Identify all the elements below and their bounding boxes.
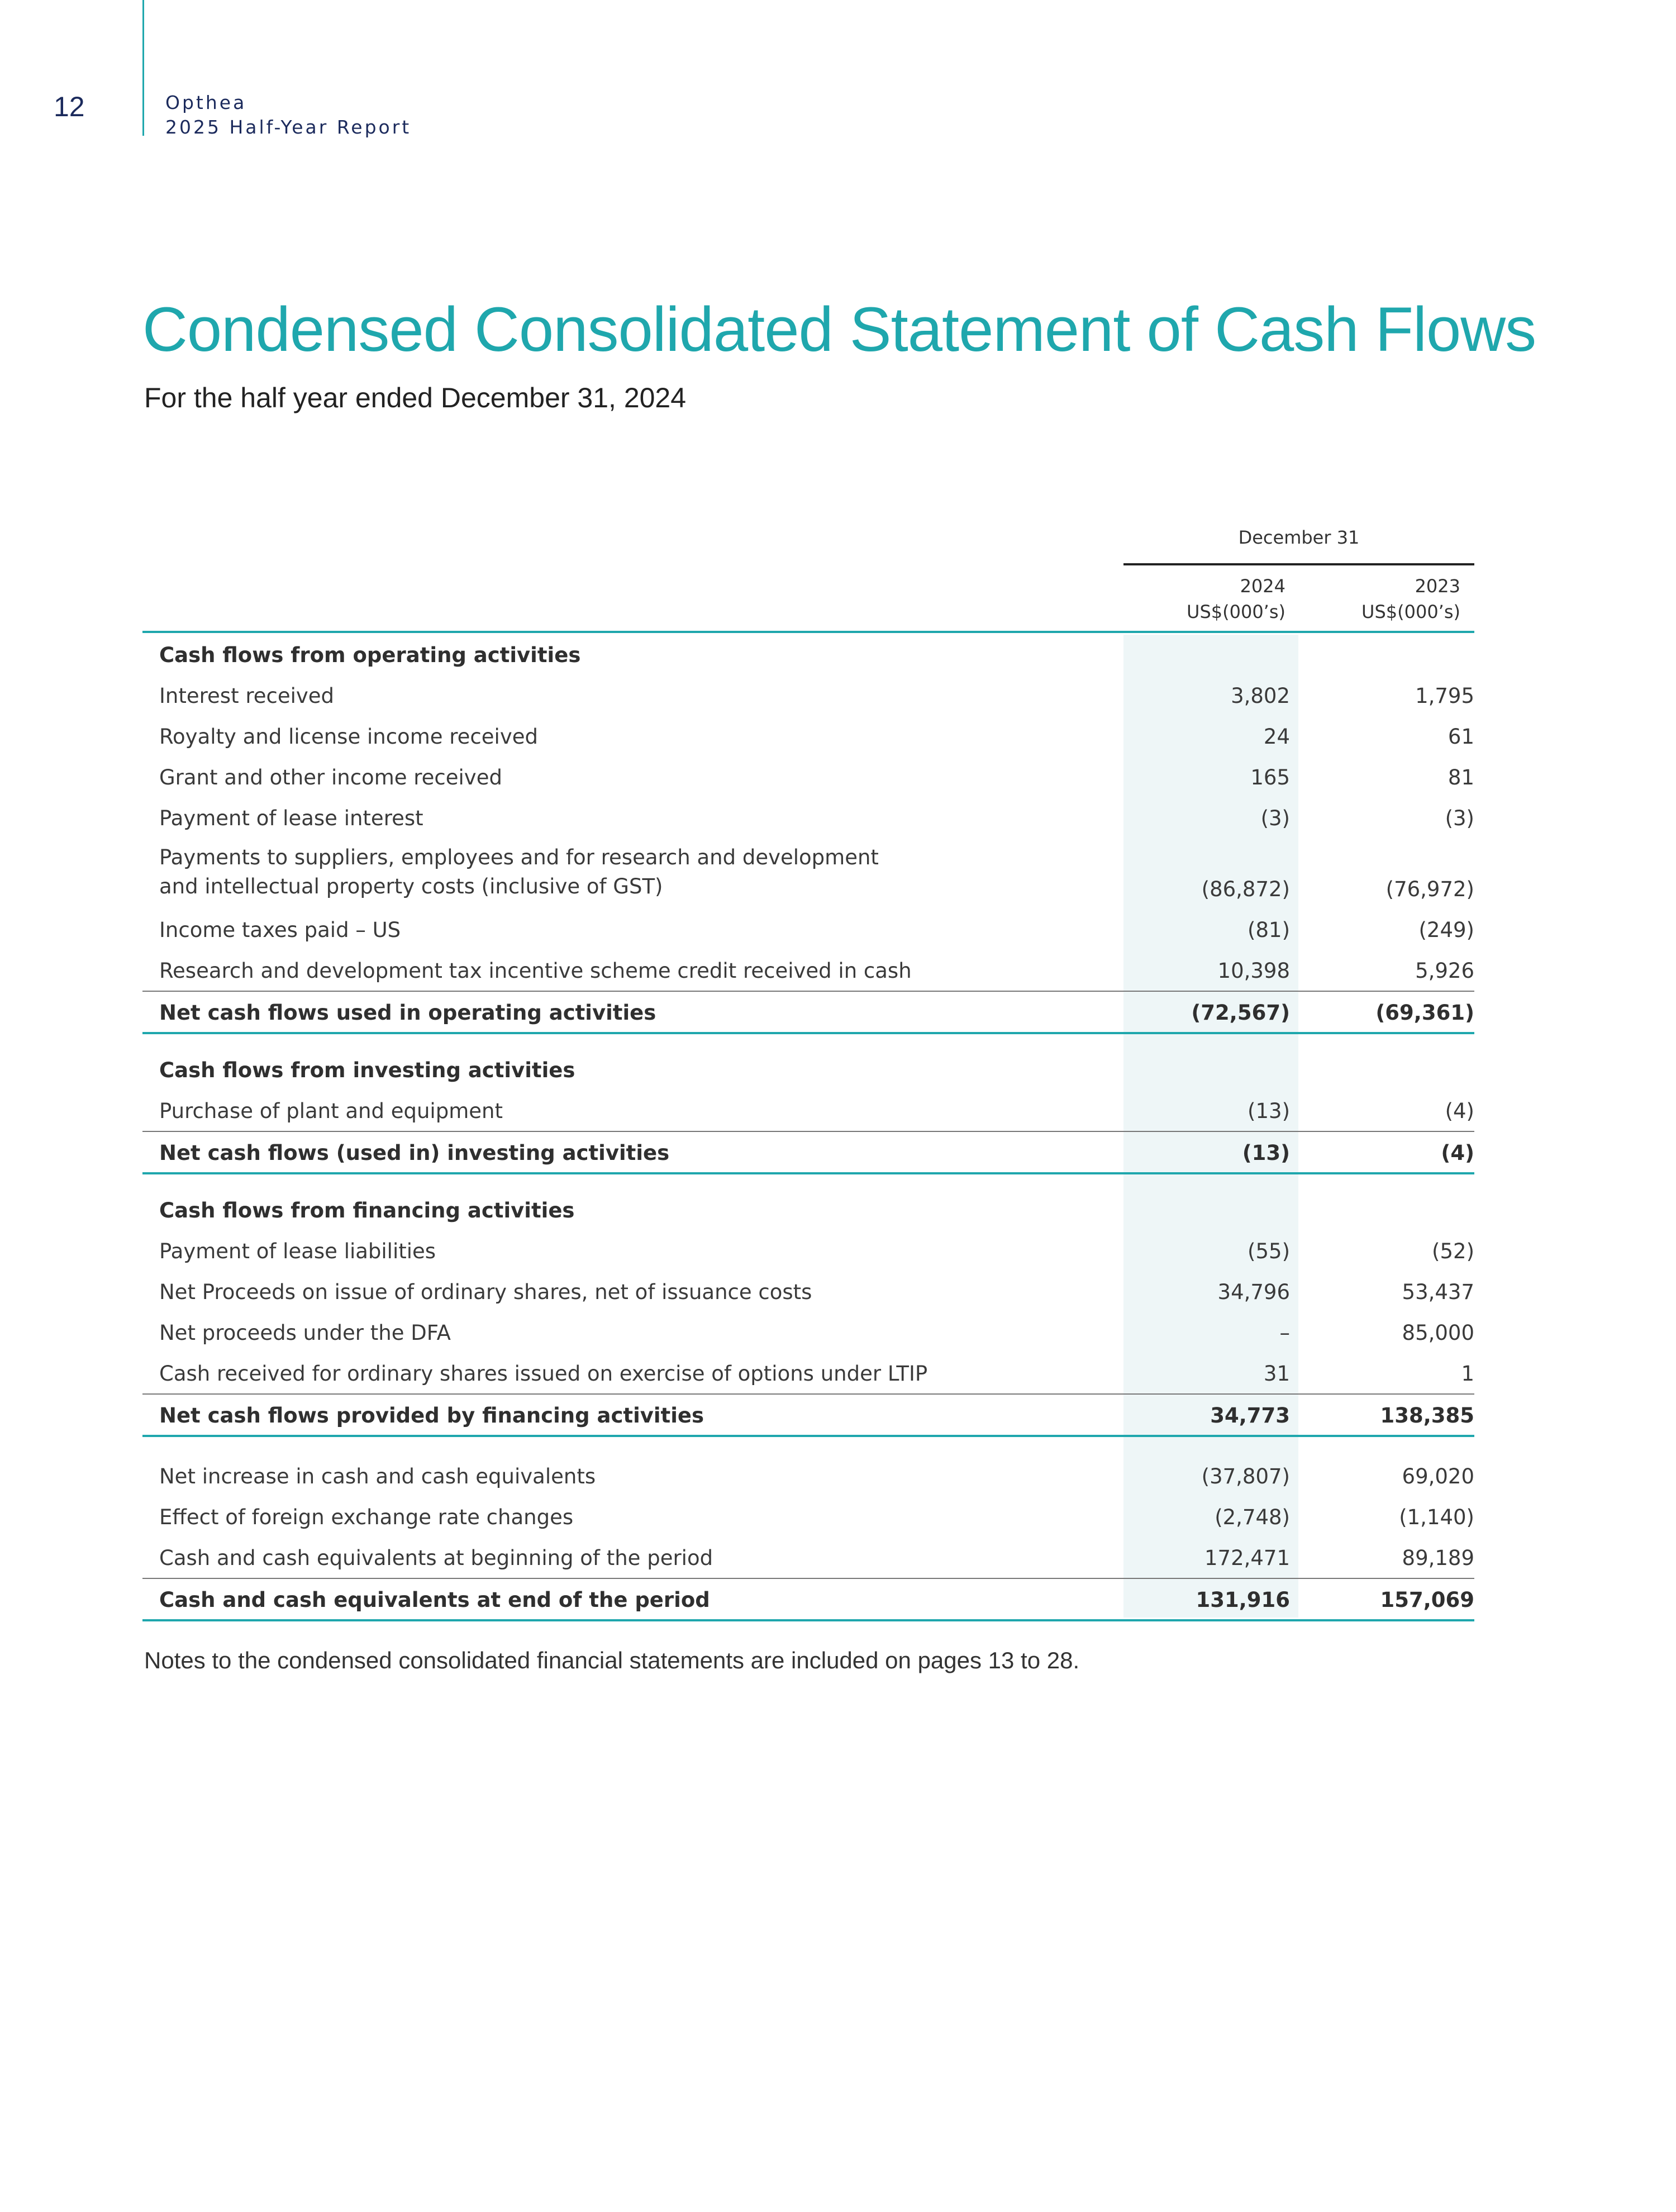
value-2024: 131,916: [1196, 1588, 1290, 1612]
table-row: [142, 909, 1474, 950]
value-2023: 85,000: [1402, 1321, 1474, 1345]
value-2023: (76,972): [1385, 877, 1474, 901]
row-label: Research and development tax incentive scheme credit received in cash: [159, 959, 912, 983]
table-row: [142, 716, 1474, 757]
total-row: [142, 1393, 1474, 1437]
section-heading: [142, 634, 1474, 675]
cash-flow-table: [142, 634, 1474, 1621]
value-2024: (13): [1242, 1141, 1290, 1165]
value-2024: (2,748): [1215, 1505, 1290, 1529]
value-2024: 172,471: [1204, 1546, 1290, 1570]
table-row: [142, 757, 1474, 797]
column-header-2023: [1298, 573, 1460, 625]
period-header: December 31: [1238, 527, 1360, 548]
value-2023: 138,385: [1380, 1404, 1474, 1428]
row-label: Net cash flows used in operating activities: [159, 1001, 656, 1025]
value-2024: (86,872): [1201, 877, 1290, 901]
row-label: Cash flows from financing activities: [159, 1198, 575, 1222]
table-row: [142, 1312, 1474, 1353]
total-row: [142, 1578, 1474, 1621]
value-2023: 81: [1448, 765, 1474, 789]
row-label: Grant and other income received: [159, 765, 502, 789]
section-heading: [142, 1174, 1474, 1230]
company-name: Opthea: [165, 92, 247, 113]
row-label: Cash flows from investing activities: [159, 1058, 575, 1082]
row-label: Cash received for ordinary shares issued on exercise of options under LTIP: [159, 1362, 928, 1386]
value-2023: (3): [1445, 806, 1474, 830]
table-header-rule: [142, 631, 1474, 633]
row-label: Cash and cash equivalents at beginning of the period: [159, 1546, 713, 1570]
row-label: Net Proceeds on issue of ordinary shares, net of issuance costs: [159, 1280, 812, 1304]
table-row: [142, 1537, 1474, 1578]
total-row: [142, 991, 1474, 1034]
table-row: [142, 1230, 1474, 1271]
table-row: [142, 1437, 1474, 1496]
table-row: [142, 1496, 1474, 1537]
value-2023: 61: [1448, 725, 1474, 749]
value-2023: (249): [1418, 918, 1474, 942]
header-divider: [142, 0, 144, 136]
value-2023: 53,437: [1402, 1280, 1474, 1304]
table-row: [142, 950, 1474, 991]
value-2024: (72,567): [1191, 1001, 1290, 1025]
value-2023: (52): [1432, 1239, 1474, 1263]
value-2023: 5,926: [1415, 959, 1474, 983]
value-2023: 69,020: [1402, 1464, 1474, 1488]
row-label: Payment of lease liabilities: [159, 1239, 436, 1263]
row-label: Cash and cash equivalents at end of the period: [159, 1588, 710, 1612]
table-row: [142, 1271, 1474, 1312]
row-label: Net increase in cash and cash equivalents: [159, 1464, 596, 1488]
value-2024: 165: [1250, 765, 1290, 789]
row-label-line: and intellectual property costs (inclusive of GST): [159, 874, 663, 898]
row-label: Cash flows from operating activities: [159, 643, 581, 667]
page-number: 12: [54, 91, 85, 122]
value-2024: (3): [1260, 806, 1290, 830]
row-label: Net cash flows provided by financing activities: [159, 1404, 704, 1428]
row-label: Purchase of plant and equipment: [159, 1099, 503, 1123]
value-2024: 34,773: [1210, 1404, 1290, 1428]
row-label: [159, 843, 879, 901]
column-year: 2023: [1415, 575, 1460, 597]
value-2023: (4): [1445, 1099, 1474, 1123]
value-2024: 31: [1263, 1362, 1290, 1386]
row-label: Net proceeds under the DFA: [159, 1321, 451, 1345]
value-2023: (4): [1441, 1141, 1474, 1165]
value-2024: (81): [1248, 918, 1290, 942]
column-unit: US$(000’s): [1187, 601, 1285, 622]
value-2023: (69,361): [1375, 1001, 1474, 1025]
page-subtitle: For the half year ended December 31, 2024: [144, 382, 687, 413]
value-2023: 157,069: [1380, 1588, 1474, 1612]
value-2023: 1: [1461, 1362, 1474, 1386]
footnote: Notes to the condensed consolidated financial statements are included on pages 13 to 28.: [144, 1647, 1080, 1673]
row-label: Net cash flows (used in) investing activities: [159, 1141, 670, 1165]
column-header-2024: [1123, 573, 1285, 625]
value-2024: 34,796: [1217, 1280, 1290, 1304]
value-2023: 89,189: [1402, 1546, 1474, 1570]
value-2024: (13): [1248, 1099, 1290, 1123]
value-2024: 10,398: [1217, 959, 1290, 983]
total-row: [142, 1131, 1474, 1174]
table-row: [142, 838, 1474, 909]
table-row: [142, 1090, 1474, 1131]
section-heading: [142, 1034, 1474, 1090]
value-2023: 1,795: [1415, 684, 1474, 708]
column-year: 2024: [1240, 575, 1285, 597]
value-2024: (55): [1248, 1239, 1290, 1263]
row-label-line: Payments to suppliers, employees and for research and development: [159, 845, 879, 869]
page-title: Condensed Consolidated Statement of Cash Flows: [142, 294, 1536, 364]
row-label: Effect of foreign exchange rate changes: [159, 1505, 574, 1529]
row-label: Income taxes paid – US: [159, 918, 401, 942]
row-label: Payment of lease interest: [159, 806, 423, 830]
period-header-rule: [1123, 563, 1474, 565]
report-name: 2025 Half-Year Report: [165, 116, 412, 138]
value-2024: (37,807): [1201, 1464, 1290, 1488]
value-2024: 24: [1263, 725, 1290, 749]
row-label: Royalty and license income received: [159, 725, 538, 749]
running-header: [165, 91, 411, 140]
value-2023: (1,140): [1399, 1505, 1474, 1529]
value-2024: 3,802: [1231, 684, 1290, 708]
table-row: [142, 797, 1474, 838]
row-label: Interest received: [159, 684, 335, 708]
value-2024: –: [1279, 1321, 1290, 1345]
table-row: [142, 1353, 1474, 1393]
table-row: [142, 675, 1474, 716]
column-unit: US$(000’s): [1361, 601, 1460, 622]
